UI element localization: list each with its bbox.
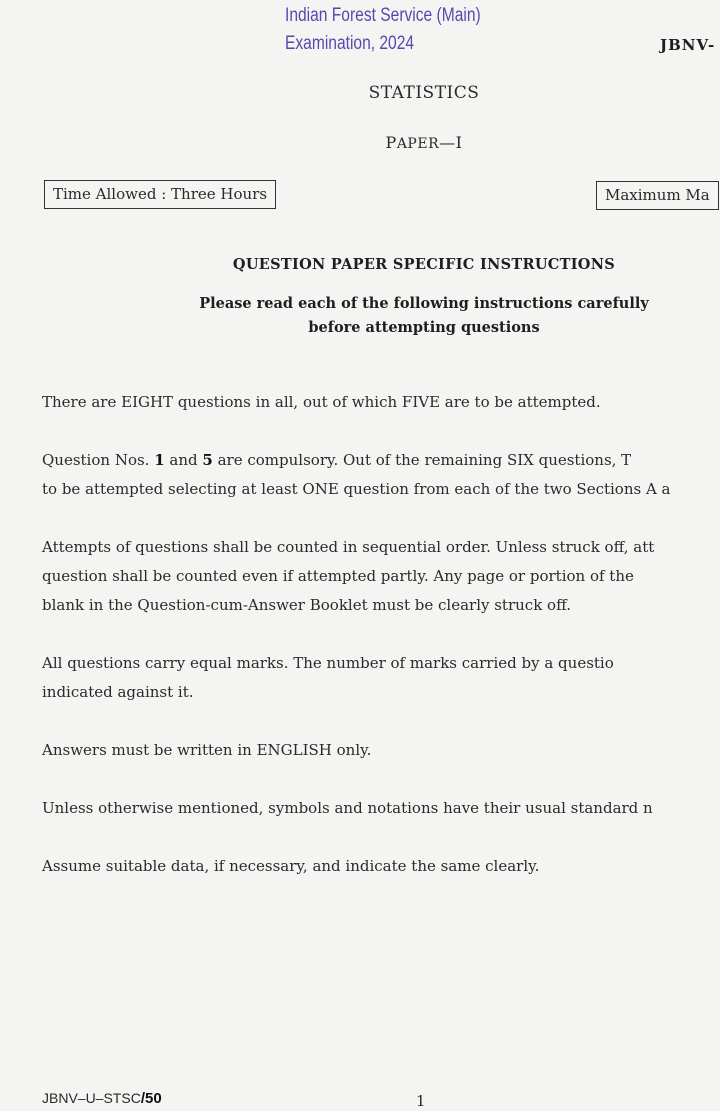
instructions-subheading: [0, 292, 720, 340]
page-number: 1: [416, 1092, 426, 1110]
paragraph-line: [42, 446, 671, 475]
instruction-paragraph-2: [42, 446, 671, 504]
paragraph-line: indicated against it.: [42, 683, 194, 701]
subheading-line-2: before attempting questions: [308, 319, 540, 336]
maximum-marks-box: Maximum Ma: [596, 181, 719, 210]
instruction-paragraph-1: [42, 388, 601, 417]
instruction-paragraph-7: [42, 852, 539, 881]
instruction-paragraph-6: [42, 794, 653, 823]
paragraph-line: to be attempted selecting at least ONE question from each of the two Sections A a: [42, 480, 671, 498]
paragraph-line: All questions carry equal marks. The number of marks carried by a questio: [42, 654, 614, 672]
question-number-1: 1: [154, 451, 165, 469]
paragraph-line: Attempts of questions shall be counted in sequential order. Unless struck off, att: [42, 538, 655, 556]
footer-code-suffix: /50: [140, 1090, 162, 1107]
footer-paper-code: [42, 1090, 162, 1107]
text-run: and: [164, 451, 203, 469]
subject-title: STATISTICS: [368, 83, 480, 103]
paper-label-rest: APER: [396, 136, 440, 152]
paper-number: —I: [439, 133, 463, 152]
question-number-5: 5: [202, 451, 213, 469]
instruction-paragraph-3: [42, 533, 654, 620]
paragraph-line: There are EIGHT questions in all, out of which FIVE are to be attempted.: [42, 393, 601, 411]
exam-stamp: [285, 2, 481, 58]
time-allowed-box: Time Allowed : Three Hours: [44, 180, 276, 209]
paragraph-line: blank in the Question-cum-Answer Booklet must be clearly struck off.: [42, 596, 571, 614]
text-run: are compulsory. Out of the remaining SIX questions, T: [212, 451, 632, 469]
instruction-paragraph-4: [42, 649, 614, 707]
paper-label-initial: P: [385, 133, 397, 152]
paragraph-line: Unless otherwise mentioned, symbols and notations have their usual standard n: [42, 799, 653, 817]
text-run: Question Nos.: [42, 451, 155, 469]
paper-label: [0, 133, 720, 152]
instructions-heading: QUESTION PAPER SPECIFIC INSTRUCTIONS: [232, 256, 616, 273]
subheading-line-1: Please read each of the following instructions carefully: [199, 295, 649, 312]
paper-code: JBNV-: [660, 36, 716, 54]
paragraph-line: Answers must be written in ENGLISH only.: [42, 741, 372, 759]
stamp-line-2: Examination, 2024: [285, 33, 415, 54]
footer-code-prefix: JBNV–U–STSC: [42, 1090, 141, 1106]
paragraph-line: question shall be counted even if attempted partly. Any page or portion of the: [42, 567, 634, 585]
paragraph-line: Assume suitable data, if necessary, and indicate the same clearly.: [42, 857, 540, 875]
stamp-line-1: Indian Forest Service (Main): [285, 5, 481, 26]
instruction-paragraph-5: [42, 736, 371, 765]
